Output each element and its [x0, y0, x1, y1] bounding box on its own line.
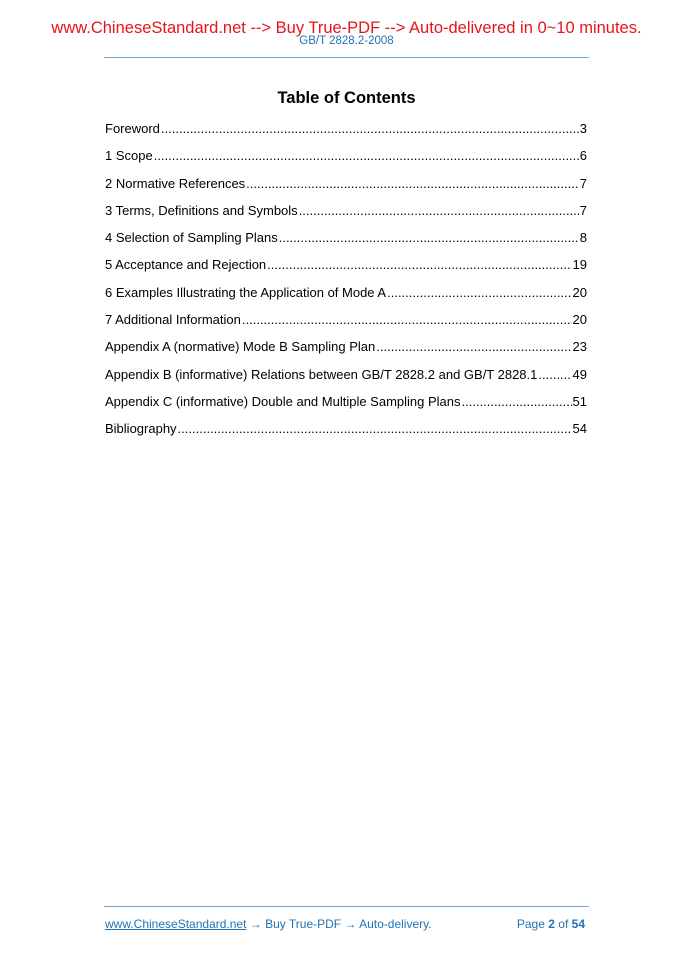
toc-entry-page: 23: [572, 339, 587, 355]
toc-entry-label: 5 Acceptance and Rejection: [105, 257, 267, 273]
toc-entry-foreword[interactable]: [105, 121, 587, 148]
toc-entry-page: 20: [572, 284, 587, 300]
toc-entry-page: 7: [579, 175, 587, 191]
toc-entry-label: 6 Examples Illustrating the Application of Mode A: [105, 284, 387, 300]
page-number: [517, 916, 585, 932]
toc-entry-page: 51: [572, 393, 587, 409]
toc-entry-page: 7: [579, 202, 587, 218]
standard-code-header: GB/T 2828.2-2008: [299, 35, 394, 47]
page-of: of: [558, 917, 569, 931]
dot-leader: [538, 367, 571, 383]
page-total: 54: [571, 917, 585, 931]
toc-entry-label: Appendix B (informative) Relations between GB/T 2828.2 and GB/T 2828.1: [105, 366, 538, 382]
page-footer: [105, 916, 585, 932]
toc-entry-page: 19: [572, 257, 587, 273]
dot-leader: [154, 148, 579, 164]
toc-list: [105, 121, 587, 449]
toc-entry-selection-of-sampling-plans[interactable]: [105, 230, 587, 257]
toc-entry-examples-mode-a[interactable]: [105, 285, 587, 312]
toc-entry-normative-references[interactable]: [105, 176, 587, 203]
toc-entry-page: 8: [579, 230, 587, 246]
toc-entry-scope[interactable]: [105, 148, 587, 175]
dot-leader: [279, 230, 579, 246]
dot-leader: [178, 421, 572, 437]
toc-entry-page: 20: [572, 312, 587, 328]
toc-entry-label: 2 Normative References: [105, 175, 246, 191]
toc-entry-label: Bibliography: [105, 421, 177, 437]
footer-site-link[interactable]: www.ChineseStandard.net: [105, 917, 247, 931]
footer-divider: [104, 906, 589, 907]
dot-leader: [376, 339, 571, 355]
toc-entry-appendix-b[interactable]: [105, 367, 587, 394]
toc-entry-appendix-a[interactable]: [105, 339, 587, 366]
toc-entry-page: 3: [579, 121, 587, 136]
dot-leader: [387, 285, 571, 301]
toc-entry-label: 3 Terms, Definitions and Symbols: [105, 202, 298, 218]
toc-entry-appendix-c[interactable]: [105, 394, 587, 421]
toc-entry-label: 1 Scope: [105, 148, 153, 164]
dot-leader: [242, 312, 572, 328]
toc-entry-label: 7 Additional Information: [105, 312, 241, 328]
toc-entry-page: 49: [572, 366, 587, 382]
toc-entry-label: 4 Selection of Sampling Plans: [105, 230, 278, 246]
toc-entry-page: 6: [579, 148, 587, 164]
header-divider: [104, 57, 589, 58]
page-current: 2: [548, 917, 555, 931]
dot-leader: [462, 394, 572, 410]
toc-entry-label: Appendix A (normative) Mode B Sampling Plan: [105, 339, 376, 355]
promo-banner[interactable]: www.ChineseStandard.net --> Buy True-PDF --> Auto-delivered in 0~10 minutes.: [51, 19, 642, 37]
footer-tagline: → Buy True-PDF → Auto-delivery.: [246, 917, 432, 931]
toc-entry-bibliography[interactable]: [105, 421, 587, 448]
toc-entry-label: Appendix C (informative) Double and Multiple Sampling Plans: [105, 393, 461, 409]
toc-entry-terms-definitions[interactable]: [105, 203, 587, 230]
dot-leader: [299, 203, 579, 219]
footer-promo: [105, 916, 432, 932]
dot-leader: [246, 176, 579, 192]
toc-entry-label: Foreword: [105, 121, 160, 136]
page-word: Page: [516, 917, 545, 931]
toc-entry-additional-information[interactable]: [105, 312, 587, 339]
dot-leader: [161, 121, 579, 137]
toc-entry-acceptance-and-rejection[interactable]: [105, 257, 587, 284]
dot-leader: [267, 257, 571, 273]
toc-entry-page: 54: [572, 421, 587, 437]
page-title: Table of Contents: [277, 89, 416, 107]
